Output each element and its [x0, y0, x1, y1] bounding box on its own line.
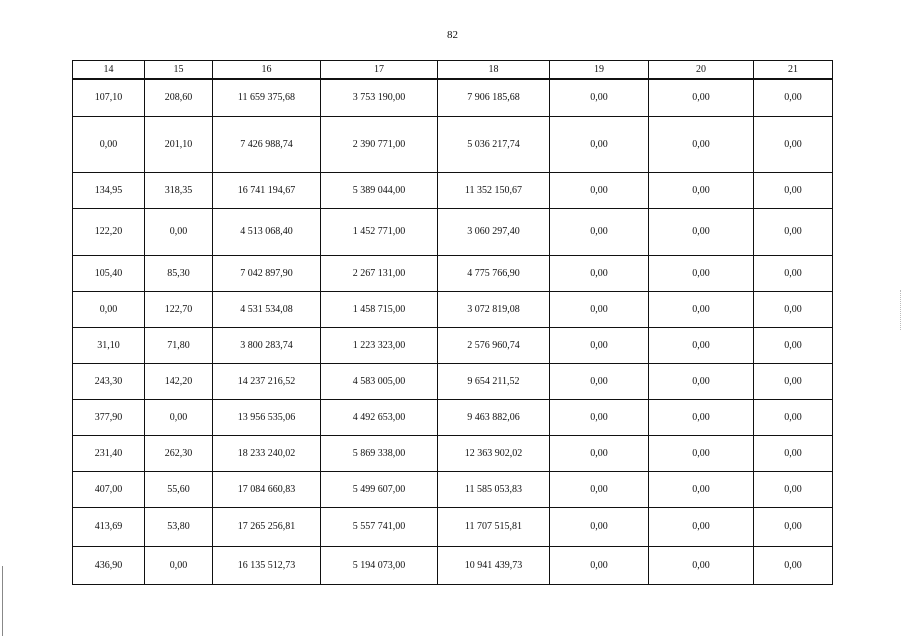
table-header: [73, 61, 833, 80]
column-header: 21: [754, 61, 833, 80]
column-header: 14: [73, 61, 145, 80]
table-cell: 11 352 150,67: [438, 172, 550, 208]
table-cell: 16 135 512,73: [213, 546, 321, 584]
table-cell: 9 463 882,06: [438, 399, 550, 435]
table-cell: 0,00: [649, 327, 754, 363]
table-cell: 5 389 044,00: [321, 172, 438, 208]
table-cell: 0,00: [754, 471, 833, 507]
table-cell: 201,10: [145, 116, 213, 172]
table-cell: 14 237 216,52: [213, 363, 321, 399]
table-cell: 0,00: [550, 291, 649, 327]
table-cell: 0,00: [754, 116, 833, 172]
column-header: 20: [649, 61, 754, 80]
table-cell: 11 585 053,83: [438, 471, 550, 507]
table-cell: 5 869 338,00: [321, 435, 438, 471]
table-cell: 3 800 283,74: [213, 327, 321, 363]
table-cell: 3 753 190,00: [321, 79, 438, 116]
table-cell: 0,00: [73, 291, 145, 327]
table-cell: 53,80: [145, 507, 213, 546]
table-cell: 4 775 766,90: [438, 255, 550, 291]
table-row: [73, 399, 833, 435]
table-row: [73, 327, 833, 363]
table-row: [73, 208, 833, 255]
table-row: [73, 79, 833, 116]
table-cell: 0,00: [550, 327, 649, 363]
table-cell: 107,10: [73, 79, 145, 116]
table-cell: 0,00: [649, 116, 754, 172]
table-cell: 5 499 607,00: [321, 471, 438, 507]
table-cell: 377,90: [73, 399, 145, 435]
data-table: [72, 60, 833, 585]
table-cell: 134,95: [73, 172, 145, 208]
table-row: [73, 507, 833, 546]
table-row: [73, 363, 833, 399]
table-cell: 18 233 240,02: [213, 435, 321, 471]
table-cell: 2 390 771,00: [321, 116, 438, 172]
table-cell: 407,00: [73, 471, 145, 507]
table-cell: 0,00: [73, 116, 145, 172]
table-cell: 7 426 988,74: [213, 116, 321, 172]
table-cell: 0,00: [754, 172, 833, 208]
table-cell: 0,00: [550, 255, 649, 291]
table-cell: 0,00: [754, 363, 833, 399]
table-cell: 2 267 131,00: [321, 255, 438, 291]
table-cell: 5 036 217,74: [438, 116, 550, 172]
table-row: [73, 172, 833, 208]
table-cell: 0,00: [754, 208, 833, 255]
page-number: 82: [447, 29, 458, 41]
table-cell: 0,00: [550, 208, 649, 255]
table-cell: 5 194 073,00: [321, 546, 438, 584]
table-cell: 0,00: [649, 79, 754, 116]
table-cell: 13 956 535,06: [213, 399, 321, 435]
table-row: [73, 471, 833, 507]
table-cell: 0,00: [649, 172, 754, 208]
table-cell: 0,00: [754, 399, 833, 435]
table-cell: 0,00: [754, 291, 833, 327]
header-row: [73, 61, 833, 80]
column-header: 19: [550, 61, 649, 80]
table-cell: 0,00: [649, 471, 754, 507]
table-cell: 0,00: [649, 363, 754, 399]
table-cell: 4 583 005,00: [321, 363, 438, 399]
column-header: 15: [145, 61, 213, 80]
table-cell: 0,00: [649, 435, 754, 471]
scan-edge-dots: [900, 290, 902, 330]
table-cell: 16 741 194,67: [213, 172, 321, 208]
table-cell: 413,69: [73, 507, 145, 546]
table-cell: 0,00: [550, 172, 649, 208]
table-cell: 0,00: [649, 255, 754, 291]
table-cell: 122,70: [145, 291, 213, 327]
table-cell: 2 576 960,74: [438, 327, 550, 363]
table-cell: 3 060 297,40: [438, 208, 550, 255]
table-cell: 5 557 741,00: [321, 507, 438, 546]
table-cell: 0,00: [754, 79, 833, 116]
table-cell: 3 072 819,08: [438, 291, 550, 327]
table-cell: 0,00: [649, 291, 754, 327]
table-cell: 318,35: [145, 172, 213, 208]
table-cell: 122,20: [73, 208, 145, 255]
table-cell: 7 042 897,90: [213, 255, 321, 291]
table-cell: 31,10: [73, 327, 145, 363]
table-cell: 0,00: [754, 327, 833, 363]
table-cell: 17 084 660,83: [213, 471, 321, 507]
table-cell: 0,00: [754, 435, 833, 471]
table-cell: 208,60: [145, 79, 213, 116]
table-cell: 4 492 653,00: [321, 399, 438, 435]
table-cell: 4 531 534,08: [213, 291, 321, 327]
table-cell: 0,00: [550, 507, 649, 546]
column-header: 18: [438, 61, 550, 80]
table-cell: 1 452 771,00: [321, 208, 438, 255]
table-cell: 0,00: [550, 471, 649, 507]
column-header: 17: [321, 61, 438, 80]
table-cell: 71,80: [145, 327, 213, 363]
table-cell: 0,00: [550, 363, 649, 399]
table-cell: 142,20: [145, 363, 213, 399]
table-cell: 231,40: [73, 435, 145, 471]
table-cell: 0,00: [649, 546, 754, 584]
table-cell: 0,00: [145, 208, 213, 255]
table-row: [73, 435, 833, 471]
table-row: [73, 255, 833, 291]
table-cell: 0,00: [550, 435, 649, 471]
table-cell: 0,00: [649, 399, 754, 435]
table-cell: 105,40: [73, 255, 145, 291]
table-row: [73, 116, 833, 172]
column-header: 16: [213, 61, 321, 80]
table-cell: 0,00: [145, 546, 213, 584]
table-cell: 7 906 185,68: [438, 79, 550, 116]
table-cell: 1 458 715,00: [321, 291, 438, 327]
table-cell: 243,30: [73, 363, 145, 399]
table-cell: 85,30: [145, 255, 213, 291]
table-cell: 0,00: [550, 399, 649, 435]
table-cell: 262,30: [145, 435, 213, 471]
table-cell: 0,00: [550, 546, 649, 584]
table-cell: 11 659 375,68: [213, 79, 321, 116]
table-cell: 11 707 515,81: [438, 507, 550, 546]
table-cell: 0,00: [145, 399, 213, 435]
table-row: [73, 291, 833, 327]
table-cell: 0,00: [649, 507, 754, 546]
table-cell: 55,60: [145, 471, 213, 507]
table-cell: 0,00: [550, 79, 649, 116]
table-cell: 0,00: [754, 546, 833, 584]
table-cell: 17 265 256,81: [213, 507, 321, 546]
table-cell: 1 223 323,00: [321, 327, 438, 363]
table-cell: 436,90: [73, 546, 145, 584]
table-body: [73, 79, 833, 584]
table-cell: 12 363 902,02: [438, 435, 550, 471]
scan-edge-mark: [2, 566, 3, 636]
table-cell: 0,00: [754, 507, 833, 546]
table-cell: 10 941 439,73: [438, 546, 550, 584]
table-cell: 0,00: [550, 116, 649, 172]
table-cell: 9 654 211,52: [438, 363, 550, 399]
table-cell: 4 513 068,40: [213, 208, 321, 255]
table-cell: 0,00: [754, 255, 833, 291]
table-cell: 0,00: [649, 208, 754, 255]
table-row: [73, 546, 833, 584]
